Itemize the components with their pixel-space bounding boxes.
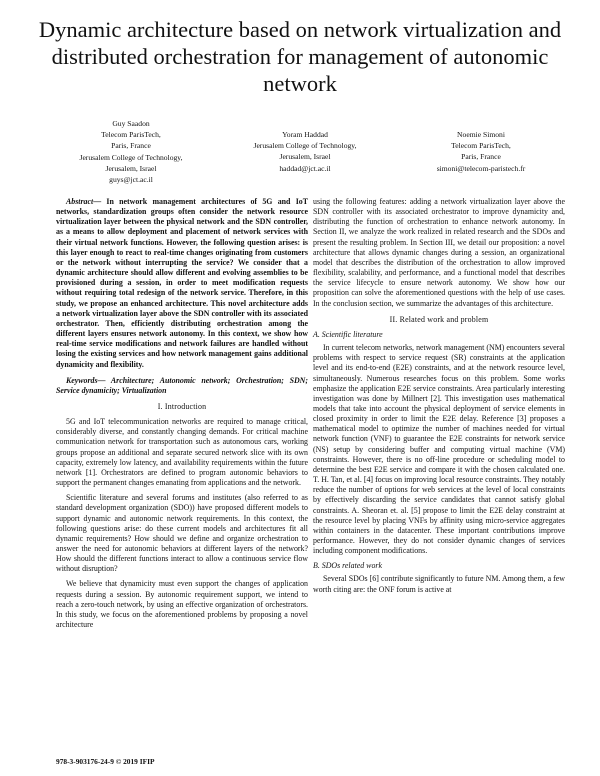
intro-paragraph-3: We believe that dynamicity must even support the changes of application requests during a session. By autonomic requirement support, we intend to reach a zero-touch network, by using an effective organization of orchestrators. In this study, we focus on the aforementioned problems by proposing a novel architecture [56,579,308,630]
intro-paragraph-1: 5G and IoT telecommunication networks are required to manage critical, considerably diverse, and constantly changing demands. For critical machine communication network for transportation such as autonomous cars, working groups propose an additional and separate secured network slice with its own capacity, extremely low latency, and availability requirements within the future network [1]. Orchestrators are defined to program autonomic behaviors to support the permanent changes emanating from applications and the network. [56,417,308,488]
intro-paragraph-continued: using the following features: adding a network virtualization layer above the SDN controller with its associated orchestrator to improve dynamicity and, distributing the function of orchestration to enhance network autonomy. In Section II, we analyze the work realized in related research and the SDOs and present the resulting problem. In Section III, we detail our proposition: a novel architecture that allows dynamic changes during a session, an organizational model that describes the distribution of the orchestration to allow improved flexibility, scalability, and performance, and a functional model that describes the service lifecycle to ensure network autonomy. We show how our proposition can solve the aforementioned questions with the help of use cases. In the conclusion section, we summarize the advantages of this architecture. [313,197,565,308]
left-column [56,197,308,635]
related-paragraph-2: Several SDOs [6] contribute significantly to future NM. Among them, a few worth citing are: the ONF forum is active at [313,574,565,594]
author-1: Guy Saadon Telecom ParisTech, Paris, France Jerusalem College of Technology, Jerusalem, Israel guys@jct.ac.il [79,119,183,185]
related-paragraph-1: In current telecom networks, network management (NM) encounters several problems with respect to service request (SR) constraints at the application level and its end-to-end (E2E) constraints, and at the network resource level, simultaneously. Numerous researches focus on this problem. Some works emphasize the application E2E service constraints. Area particularly interesting investigation was done by Millnert [2]. This investigation uses mathematical models that take into account the physical deployment of service elements in closed proximity in order to limit the E2E delay. Reference [3] proposes a mathematical model to optimize the number of machines needed for virtual network function (VNF) to guarantee the E2E constraints for network service (NS) setup by considering buffer and computing virtual machine (VM) constraints. However, there is no off-line procedure or scheduling model to determine the best E2E service and compare it with the chosen calculated one. T. H. Tan, et al. [4] focus on improving local resource constraints. They notably reduce the number of options for web services at the level of local constraints by effectively discarding the service candidates that cannot satisfy global constraints. A. Sheoran et. al. [5] propose to limit the E2E delay constraint at the resource level by placing VNFs by affinity using micro-service aggregates within containers in the datacenter. These important contributions improve performance. However, they do not consider dynamic changes of services including component modifications. [313,343,565,556]
author-3: Noemie Simoni Telecom ParisTech, Paris, France simoni@telecom-paristech.fr [436,130,526,173]
author-2: Yoram Haddad Jerusalem College of Technology, Jerusalem, Israel haddad@jct.ac.il [253,130,357,173]
abstract-label: Abstract [66,197,94,206]
abstract-text: — In network management architectures of 5G and IoT networks, standardization groups often consider the network resource virtualization layer between the physical network and the SDN controller, as a means to allow deployment and placement of network services with their virtual network functions. However, the following question arises: is this layer enough to react to real-time changes originating from customers or the network without interrupting the service? We consider that a dynamic architecture should allow different and evolving assemblies to be provisioned during a session, in order to meet modification requests without requiring total redesign of the network service. Therefore, in this study, we propose an enhanced architecture. This novel architecture adds a network virtualization layer above the SDN controller with its associated orchestrator. Then, efficiently distributing orchestration among the different layers ensures network autonomy. In this context, we show how real-time service modifications and network failures are handled without losing the existing services and how network management gains additional dynamicity and flexibility. [56,197,308,369]
keywords: Keywords— Architecture; Autonomic network; Orchestration; SDN; Service dynamicity; Virtualization [56,375,308,395]
subsection-heading-scientific-literature: A. Scientific literature [313,329,383,339]
intro-paragraph-2: Scientific literature and several forums and institutes (also referred to as standard development organization (SDO)) have proposed different models to support dynamic and autonomic network requirements. In this context, the following questions arise: do these current models and architectures fit all dynamic requirements? How should we define and organize orchestration to answer the need for autonomic behaviors at different layers of the network? How should the different functions interact to allow a continuous service flow without disruption? [56,493,308,574]
section-heading-introduction: I. Introduction [157,401,207,411]
paper-title: Dynamic architecture based on network virtualization and distributed orchestration for management of autonomic network [38,17,562,96]
section-heading-related-work: II. Related work and problem [389,314,489,324]
right-column [313,197,565,600]
subsection-heading-sdos: B. SDOs related work [313,561,382,571]
copyright-footer: 978-3-903176-24-9 © 2019 IFIP [56,757,155,766]
abstract [56,197,308,370]
